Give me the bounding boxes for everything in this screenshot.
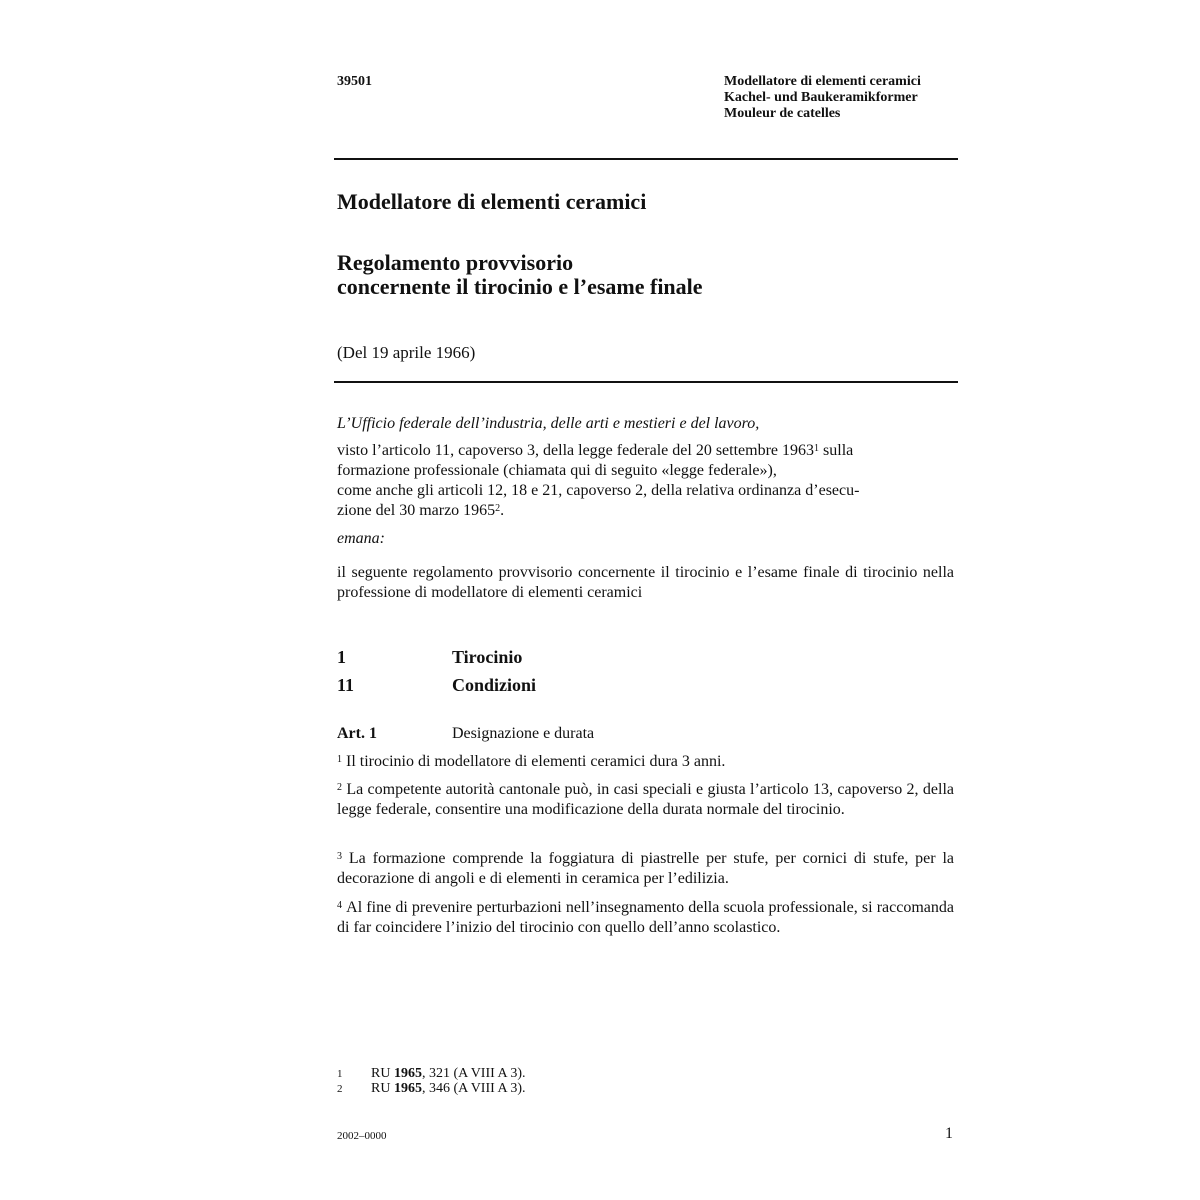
preamble-text: formazione professionale (chiamata qui di seguito «legge federale»), xyxy=(337,462,777,479)
paragraph-number: 4 xyxy=(337,900,342,911)
preamble-body: il seguente regolamento provvisorio concernente il tirocinio e l’esame finale di tirocinio nella professione di modellatore di elementi ceramici xyxy=(337,564,954,601)
subtitle xyxy=(337,251,703,299)
subtitle-line-1: Regolamento provvisorio xyxy=(337,250,574,275)
footer-code: 2002–0000 xyxy=(337,1130,387,1142)
document-date: (Del 19 aprile 1966) xyxy=(337,343,476,362)
article-paragraph xyxy=(337,752,954,772)
section-number: 1 xyxy=(337,647,346,667)
article-paragraph xyxy=(337,849,954,889)
preamble-authority: L’Ufficio federale dell’industria, delle arti e mestieri e del lavoro, xyxy=(337,415,760,432)
header-title-de: Kachel- und Baukeramikformer xyxy=(724,90,918,105)
footnote-number: 2 xyxy=(337,1083,343,1095)
article-paragraph xyxy=(337,898,954,938)
footnote-text: , 346 (A VIII A 3). xyxy=(421,1081,526,1096)
footnote-ref-1: 1 xyxy=(814,443,820,454)
preamble-text: . xyxy=(500,502,505,519)
footnote xyxy=(337,1066,526,1082)
page-number: 1 xyxy=(945,1125,953,1142)
document-number: 39501 xyxy=(337,74,372,89)
preamble-text: visto l’articolo 11, capoverso 3, della legge federale del 20 settembre 1963 xyxy=(337,442,815,459)
paragraph-text: La competente autorità cantonale può, in casi speciali e giusta l’articolo 13, capoverso 2, della legge federale, consentire una modificazione della durata normale del tirocinio. xyxy=(337,781,954,818)
preamble-emana: emana: xyxy=(337,530,385,547)
footnote-number: 1 xyxy=(337,1068,343,1080)
page-title: Modellatore di elementi ceramici xyxy=(337,189,647,214)
preamble-text: zione del 30 marzo 1965 xyxy=(337,502,496,519)
paragraph-number: 1 xyxy=(337,754,342,765)
paragraph-text: La formazione comprende la foggiatura di piastrelle per stufe, per cornici di stufe, per la decorazione di angoli e di elementi in ceramica per l’edilizia. xyxy=(337,850,955,887)
article-paragraph xyxy=(337,780,954,820)
paragraph-text: Al fine di prevenire perturbazioni nell’insegnamento della scuola professionale, si raccomanda di far coincidere l’inizio del tirocinio con quello dell’anno scolastico. xyxy=(337,899,955,936)
paragraph-number: 2 xyxy=(337,782,342,793)
paragraph-text: Il tirocinio di modellatore di elementi ceramici dura 3 anni. xyxy=(346,753,726,770)
header-title-fr: Mouleur de catelles xyxy=(724,106,841,121)
section-title: Tirocinio xyxy=(452,647,523,667)
article-label: Art. 1 xyxy=(337,725,377,742)
mid-divider xyxy=(334,381,958,383)
footnote-ref-2: 2 xyxy=(495,503,501,514)
footnote-year: 1965 xyxy=(393,1066,422,1081)
preamble-text: sulla xyxy=(819,442,854,459)
subtitle-line-2: concernente il tirocinio e l’esame finale xyxy=(337,274,703,299)
footnote xyxy=(337,1081,526,1097)
footnote-year: 1965 xyxy=(393,1081,422,1096)
paragraph-number: 3 xyxy=(337,851,342,862)
top-divider xyxy=(334,158,958,160)
header-title-it: Modellatore di elementi ceramici xyxy=(724,74,921,89)
subsection-title: Condizioni xyxy=(452,675,537,695)
footnote-text: RU xyxy=(371,1066,394,1081)
header-titles xyxy=(724,74,921,122)
article-title: Designazione e durata xyxy=(452,725,595,742)
subsection-number: 11 xyxy=(337,675,355,695)
footnote-text: RU xyxy=(371,1081,394,1096)
preamble-considerations xyxy=(337,441,957,521)
footnote-text: , 321 (A VIII A 3). xyxy=(421,1066,526,1081)
preamble-text: come anche gli articoli 12, 18 e 21, capoverso 2, della relativa ordinanza d’esecu- xyxy=(337,482,860,499)
